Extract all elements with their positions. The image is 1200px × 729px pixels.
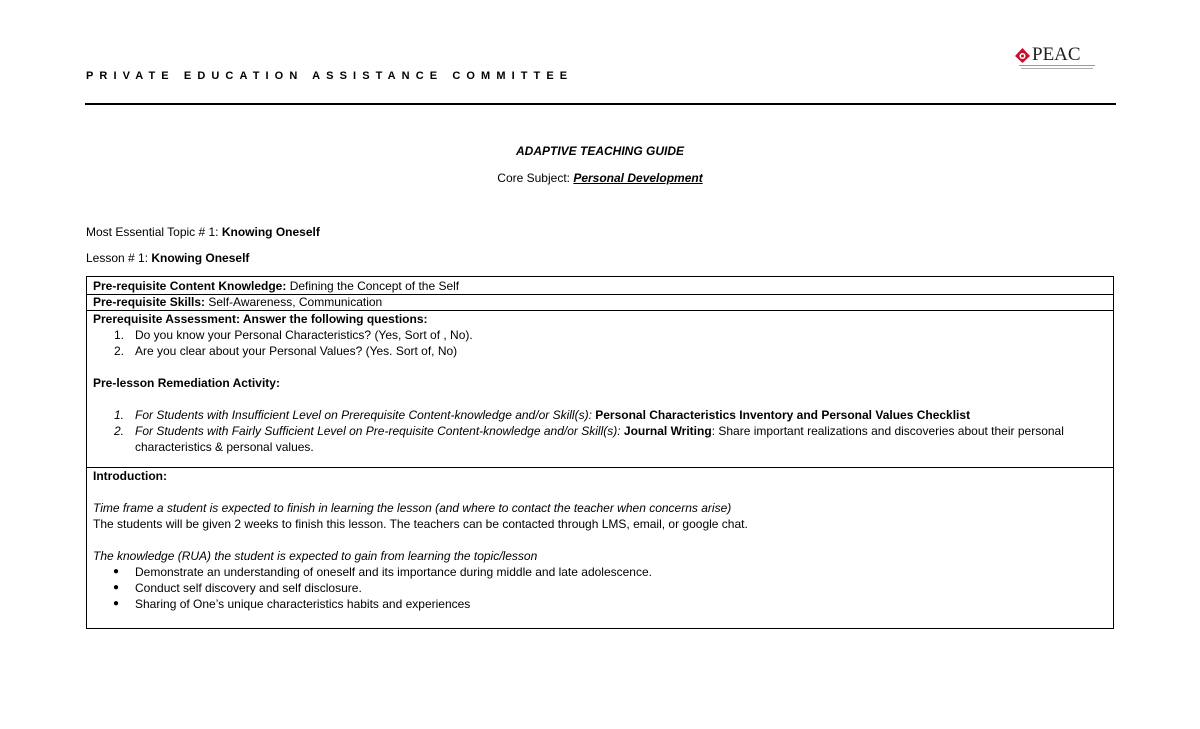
knowledge-item-text: Demonstrate an understanding of oneself and its importance during middle and late adolescence. <box>135 565 652 579</box>
header-divider <box>85 103 1116 105</box>
remediation-item-continued <box>93 439 1063 455</box>
knowledge-item-text: Conduct self discovery and self disclosure. <box>135 581 362 595</box>
prereq-skills-value: Self-Awareness, Communication <box>205 295 383 309</box>
timeframe-text: The students will be given 2 weeks to finish this lesson. The teachers can be contacted through LMS, email, or google chat. <box>93 517 748 531</box>
assessment-item-number: 2. <box>114 344 125 358</box>
remediation-item-activity: Personal Characteristics Inventory and Personal Values Checklist <box>591 408 971 422</box>
knowledge-item <box>93 596 1063 612</box>
timeframe-heading: Time frame a student is expected to finish in learning the lesson (and where to contact the teacher when concerns arise) <box>93 501 732 515</box>
bullet-icon: ● <box>113 582 120 593</box>
knowledge-heading: The knowledge (RUA) the student is expected to gain from learning the topic/lesson <box>93 549 538 563</box>
core-subject <box>0 171 1200 185</box>
essential-topic-value: Knowing Oneself <box>221 225 320 239</box>
peac-logo-icon <box>1015 48 1030 63</box>
knowledge-item-text: Sharing of One’s unique characteristics habits and experiences <box>135 597 471 611</box>
prereq-skills-cell <box>93 294 382 310</box>
prereq-content-cell <box>93 278 459 294</box>
essential-topic-label: Most Essential Topic # 1: <box>86 225 222 239</box>
introduction-cell <box>93 468 1063 612</box>
knowledge-item <box>93 580 1063 596</box>
essential-topic <box>86 225 320 239</box>
remediation-item-criteria: For Students with Insufficient Level on Prerequisite Content-knowledge and/or Skill(s): <box>135 408 592 422</box>
lesson-label: Lesson # 1: <box>86 251 152 265</box>
assessment-item <box>93 327 1063 343</box>
assessment-cell <box>93 311 1063 455</box>
prereq-skills-row <box>87 294 1113 311</box>
blank-line <box>93 484 1063 500</box>
remediation-item <box>93 423 1063 439</box>
assessment-item-number: 1. <box>114 328 125 342</box>
knowledge-item <box>93 564 1063 580</box>
prereq-content-label: Pre-requisite Content Knowledge: <box>93 279 287 293</box>
prereq-content-value: Defining the Concept of the Self <box>286 279 460 293</box>
remediation-item-activity: Journal Writing <box>620 424 712 438</box>
remediation-item-number: 2. <box>114 424 125 438</box>
logo-subtitle-line <box>1021 68 1093 69</box>
assessment-heading: Prerequisite Assessment: Answer the following questions: <box>93 312 428 326</box>
remediation-item-description: : Share important realizations and discoveries about their personal <box>711 424 1064 438</box>
remediation-item-number: 1. <box>114 408 125 422</box>
prereq-skills-label: Pre-requisite Skills: <box>93 295 206 309</box>
introduction-heading: Introduction: <box>93 469 167 483</box>
remediation-item <box>93 407 1063 423</box>
bullet-icon: ● <box>113 566 120 577</box>
assessment-item-text: Do you know your Personal Characteristics? (Yes, Sort of , No). <box>135 328 473 342</box>
peac-logo-text: PEAC <box>1032 44 1081 65</box>
blank-line <box>93 532 1063 548</box>
introduction-row <box>87 467 1113 628</box>
remediation-item-description-line2: characteristics & personal values. <box>135 440 314 454</box>
blank-line <box>93 359 1063 375</box>
assessment-item-text: Are you clear about your Personal Values? (Yes. Sort of, No) <box>135 344 458 358</box>
assessment-item <box>93 343 1063 359</box>
organization-name: PRIVATE EDUCATION ASSISTANCE COMMITTEE <box>86 70 574 82</box>
lesson <box>86 251 249 265</box>
remediation-item-criteria: For Students with Fairly Sufficient Level on Pre-requisite Content-knowledge and/or Skill(s): <box>135 424 621 438</box>
remediation-heading: Pre-lesson Remediation Activity: <box>93 376 280 390</box>
lesson-value: Knowing Oneself <box>151 251 250 265</box>
blank-line <box>93 391 1063 407</box>
logo-subtitle-line <box>1019 65 1095 66</box>
bullet-icon: ● <box>113 598 120 609</box>
lesson-table <box>86 276 1114 629</box>
assessment-row <box>87 310 1113 468</box>
document-title: ADAPTIVE TEACHING GUIDE <box>515 144 684 158</box>
core-subject-value: Personal Development <box>573 171 703 185</box>
peac-logo <box>1015 46 1095 72</box>
prereq-content-row <box>87 277 1113 295</box>
core-subject-label: Core Subject: <box>497 171 574 185</box>
